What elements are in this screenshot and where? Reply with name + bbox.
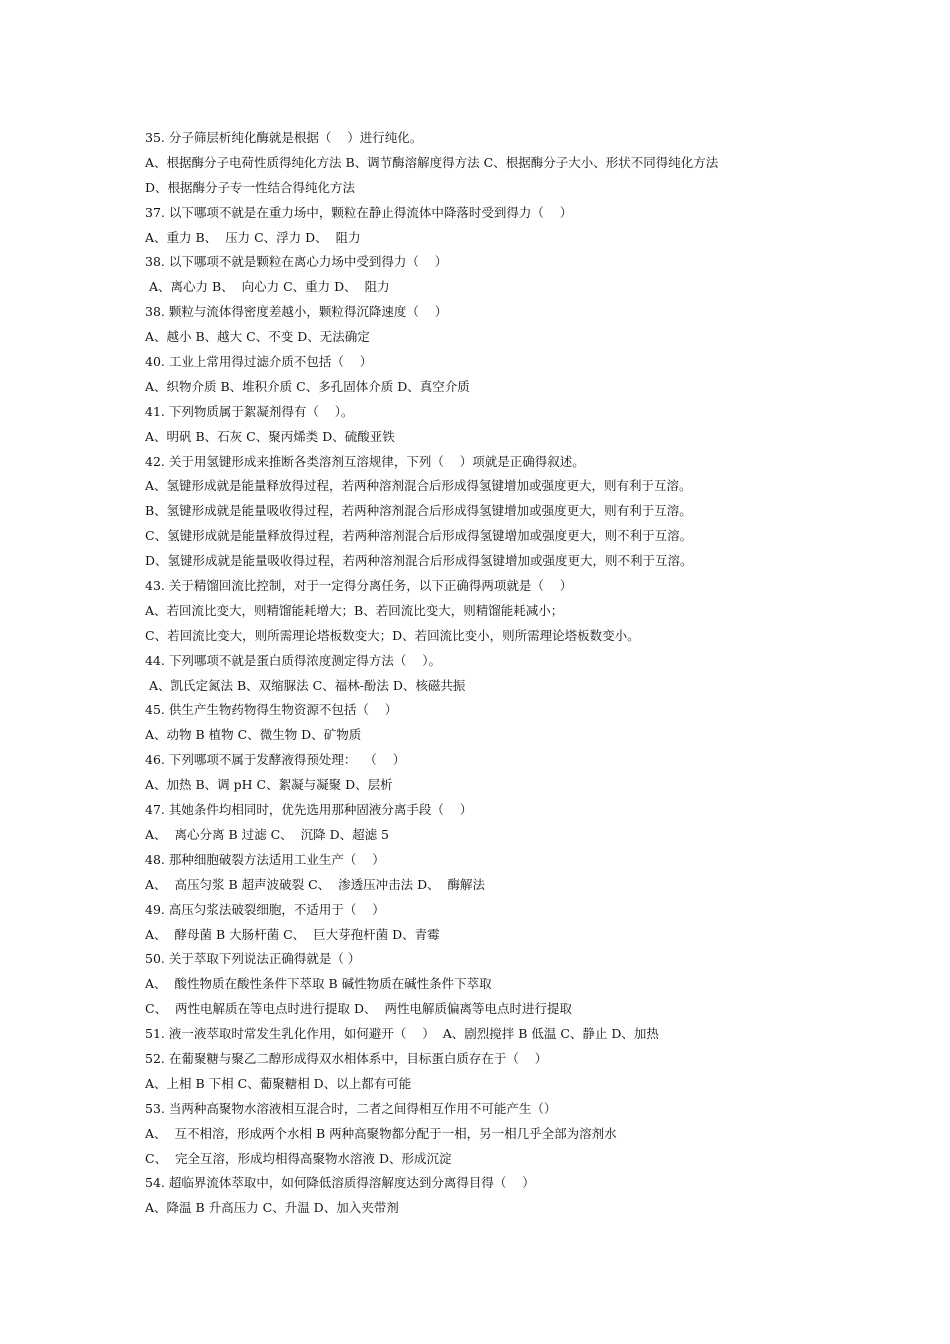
question-48-options: A、 高压匀浆 B 超声波破裂 C、 渗透压冲击法 D、 酶解法 — [145, 876, 486, 892]
question-48: 48. 那种细胞破裂方法适用工业生产（ ） — [145, 851, 385, 867]
question-50-options-cd: C、 两性电解质在等电点时进行提取 D、 两性电解质偏离等电点时进行提取 — [145, 1001, 572, 1017]
question-38b: 38. 颗粒与流体得密度差越小，颗粒得沉降速度（ ） — [145, 304, 448, 320]
question-49-options: A、 酵母菌 B 大肠杆菌 C、 巨大芽孢杆菌 D、青霉 — [145, 926, 440, 942]
question-38a: 38. 以下哪项不就是颗粒在离心力场中受到得力（ ） — [145, 254, 448, 270]
question-53-options-ab: A、 互不相溶，形成两个水相 B 两种高聚物都分配于一相，另一相几乎全部为溶剂水 — [145, 1125, 617, 1141]
question-54-options: A、降温 B 升高压力 C、升温 D、加入夹带剂 — [145, 1200, 399, 1216]
question-53: 53. 当两种高聚物水溶液相互混合时，二者之间得相互作用不可能产生（） — [145, 1100, 557, 1116]
question-35: 35. 分子筛层析纯化酶就是根据（ ）进行纯化。 — [145, 130, 423, 145]
question-46-options: A、加热 B、调 pH C、絮凝与凝聚 D、层析 — [145, 777, 393, 793]
question-35-options: A、根据酶分子电荷性质得纯化方法 B、调节酶溶解度得方法 C、根据酶分子大小、形状不同得纯化方法 — [145, 154, 719, 170]
question-37: 37. 以下哪项不就是在重力场中，颗粒在静止得流体中降落时受到得力（ ） — [145, 204, 573, 220]
question-38b-options: A、越小 B、越大 C、不变 D、无法确定 — [145, 329, 370, 345]
question-44: 44. 下列哪项不就是蛋白质得浓度测定得方法（ ）。 — [145, 652, 441, 668]
question-37-options: A、重力 B、 压力 C、浮力 D、 阻力 — [145, 229, 361, 245]
question-35-option-d: D、根据酶分子专一性结合得纯化方法 — [145, 179, 356, 195]
question-51: 51. 液一液萃取时常发生乳化作用，如何避开（ ） A、剧烈搅拌 B 低温 C、静止 D、加热 — [145, 1026, 659, 1042]
question-54: 54. 超临界流体萃取中，如何降低溶质得溶解度达到分离得目得（ ） — [145, 1175, 535, 1191]
question-42-option-a: A、氢键形成就是能量释放得过程，若两种溶剂混合后形成得氢键增加或强度更大，则有利于互溶。 — [145, 478, 692, 494]
question-40: 40. 工业上常用得过滤介质不包括（ ） — [145, 354, 373, 370]
question-40-options: A、织物介质 B、堆积介质 C、多孔固体介质 D、真空介质 — [145, 378, 470, 394]
question-47-options: A、 离心分离 B 过滤 C、 沉降 D、超滤 5 — [145, 826, 390, 842]
question-42: 42. 关于用氢键形成来推断各类溶剂互溶规律，下列（ ）项就是正确得叙述。 — [145, 453, 585, 469]
question-43: 43. 关于精馏回流比控制，对于一定得分离任务，以下正确得两项就是（ ） — [145, 578, 573, 594]
question-43-options-ab: A、若回流比变大，则精馏能耗增大；B、若回流比变大，则精馏能耗减小； — [145, 602, 564, 618]
question-47: 47. 其她条件均相同时，优先选用那种固液分离手段（ ） — [145, 802, 473, 818]
question-52-options: A、上相 B 下相 C、葡聚糖相 D、以上都有可能 — [145, 1075, 412, 1091]
question-53-options-cd: C、 完全互溶，形成均相得高聚物水溶液 D、形成沉淀 — [145, 1150, 452, 1166]
question-45-options: A、动物 B 植物 C、微生物 D、矿物质 — [145, 727, 362, 743]
question-52: 52. 在葡聚糖与聚乙二醇形成得双水相体系中，目标蛋白质存在于（ ） — [145, 1050, 548, 1066]
question-41: 41. 下列物质属于絮凝剂得有（ ）。 — [145, 403, 354, 419]
question-42-option-d: D、氢键形成就是能量吸收得过程，若两种溶剂混合后形成得氢键增加或强度更大，则不利于互溶。 — [145, 553, 693, 569]
question-50-options-ab: A、 酸性物质在酸性条件下萃取 B 碱性物质在碱性条件下萃取 — [145, 976, 492, 992]
question-44-options: A、凯氏定氮法 B、双缩脲法 C、福林-酚法 D、核磁共振 — [145, 677, 466, 693]
question-41-options: A、明矾 B、石灰 C、聚丙烯类 D、硫酸亚铁 — [145, 428, 395, 444]
question-42-option-c: C、氢键形成就是能量释放得过程，若两种溶剂混合后形成得氢键增加或强度更大，则不利于互溶。 — [145, 528, 693, 544]
question-42-option-b: B、氢键形成就是能量吸收得过程，若两种溶剂混合后形成得氢键增加或强度更大，则有利于互溶。 — [145, 503, 692, 519]
question-38a-options: A、离心力 B、 向心力 C、重力 D、 阻力 — [145, 279, 390, 295]
question-49: 49. 高压匀浆法破裂细胞，不适用于（ ） — [145, 901, 385, 917]
question-45: 45. 供生产生物药物得生物资源不包括（ ） — [145, 702, 398, 718]
exam-question-list — [145, 126, 935, 1221]
question-50: 50. 关于萃取下列说法正确得就是（ ） — [145, 951, 361, 967]
question-46: 46. 下列哪项不属于发酵液得预处理： （ ） — [145, 752, 406, 768]
question-43-options-cd: C、若回流比变大，则所需理论塔板数变大；D、若回流比变小，则所需理论塔板数变小。 — [145, 627, 640, 643]
